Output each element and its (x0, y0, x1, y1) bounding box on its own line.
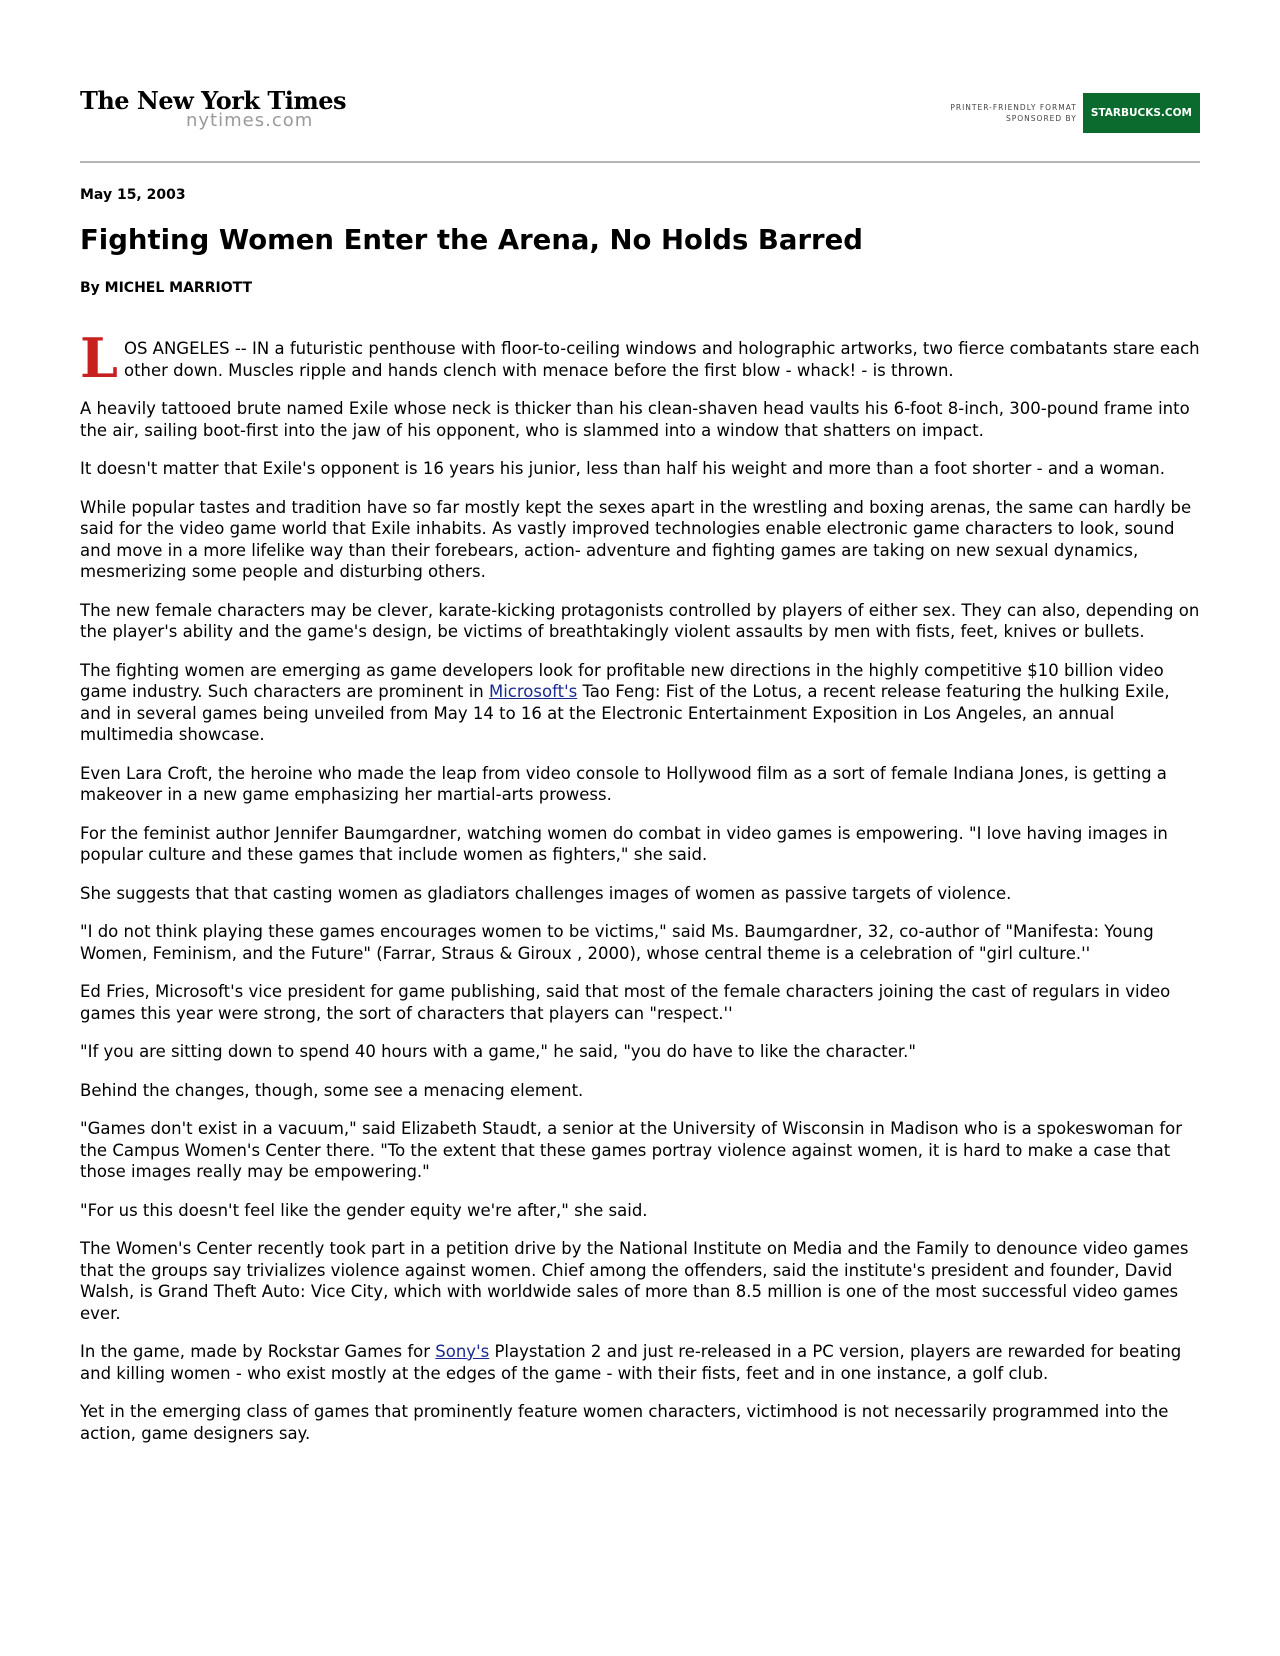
header-divider (80, 161, 1200, 163)
paragraph: "I do not think playing these games encourages women to be victims," said Ms. Baumgardner, 32, co-author of "Manifesta: Young Women, Feminism, and the Future" (Farrar, Straus & Giroux , 2000), whose central theme is a celebration of "girl culture.'' (80, 922, 1154, 963)
paragraph: She suggests that that casting women as gladiators challenges images of women as passive targets of violence. (80, 883, 1012, 903)
paragraph-text: Tao Feng: Fist of the Lotus, a recent release featuring the hulking Exile, and in several games being unveiled from May 14 to 16 at the Electronic Entertainment Exposition in Los Angeles, an annual multimedia showcase. (80, 682, 1170, 744)
paragraph: Behind the changes, though, some see a menacing element. (80, 1080, 584, 1100)
masthead (80, 88, 346, 131)
paragraph-text: OS ANGELES -- IN a futuristic penthouse with floor-to-ceiling windows and holographic artworks, two fierce combatants stare each other down. Muscles ripple and hands clench with menace before the first blow - whack! - is thrown. (123, 339, 1200, 380)
sony-link[interactable]: Sony's (435, 1342, 490, 1361)
article-body (80, 326, 1202, 1461)
nyt-logo[interactable]: The New York Times (80, 86, 346, 115)
paragraph-text: The fighting women are emerging as game developers look for profitable new directions in the highly competitive $10 billion video game industry. Such characters are prominent in (80, 660, 1164, 701)
paragraph: It doesn't matter that Exile's opponent is 16 years his junior, less than half his weight and more than a foot shorter - and a woman. (80, 459, 1165, 478)
paragraph: "Games don't exist in a vacuum," said Elizabeth Staudt, a senior at the University of Wisconsin in Madison who is a spokeswoman for the Campus Women's Center there. "To the extent that these games portray violence against women, it is hard to make a case that those images really may be empowering." (80, 1119, 1183, 1181)
sponsor-text (950, 102, 1077, 124)
paragraph: A heavily tattooed brute named Exile whose neck is thicker than his clean-shaven head vaults his 6-foot 8-inch, 300-pound frame into the air, sailing boot-first into the jaw of his opponent, who is slammed into a window that shatters on impact. (80, 399, 1190, 440)
paragraph: Even Lara Croft, the heroine who made the leap from video console to Hollywood film as a sort of female Indiana Jones, is getting a makeover in a new game emphasizing her martial-arts prowess. (80, 763, 1167, 804)
drop-cap: L (80, 326, 118, 390)
starbucks-sponsor-badge[interactable]: STARBUCKS.COM (1083, 93, 1200, 133)
article-date: May 15, 2003 (80, 187, 186, 203)
paragraph (80, 1341, 1202, 1384)
paragraph: Yet in the emerging class of games that prominently feature women characters, victimhood is not necessarily programmed into the action, game designers say. (80, 1402, 1169, 1443)
paragraph (80, 326, 1202, 390)
paragraph: For the feminist author Jennifer Baumgardner, watching women do combat in video games is empowering. "I love having images in popular culture and these games that include women as fighters," she said. (80, 823, 1168, 864)
paragraph: "If you are sitting down to spend 40 hours with a game," he said, "you do have to like the character." (80, 1042, 917, 1061)
paragraph-text: Playstation 2 and just re-released in a PC version, players are rewarded for beating and killing women - who exist mostly at the edges of the game - with their fists, feet and in one instance, a golf club. (80, 1342, 1182, 1383)
paragraph (80, 660, 1202, 746)
sponsored-by-label: SPONSORED BY (1005, 114, 1077, 123)
paragraph: The new female characters may be clever, karate-kicking protagonists controlled by players of either sex. They can also, depending on the player's ability and the game's design, be victims of breathtakingly violent assaults by men with fists, feet, knives or bullets. (80, 600, 1200, 641)
paragraph: "For us this doesn't feel like the gender equity we're after," she said. (80, 1200, 648, 1220)
article-headline: Fighting Women Enter the Arena, No Holds Barred (80, 224, 863, 256)
article-byline: By MICHEL MARRIOTT (80, 280, 253, 296)
paragraph-text: In the game, made by Rockstar Games for (80, 1342, 436, 1361)
printer-friendly-label: PRINTER-FRIENDLY FORMAT (950, 103, 1077, 112)
paragraph: The Women's Center recently took part in a petition drive by the National Institute on Media and the Family to denounce video games that the groups say trivializes violence against women. Chief among the offenders, said the institute's president and founder, David Walsh, is Grand Theft Auto: Vice City, which with worldwide sales of more than 8.5 million is one of the most successful video games ever. (80, 1239, 1189, 1323)
sponsor-block (950, 93, 1200, 133)
paragraph: Ed Fries, Microsoft's vice president for game publishing, said that most of the female characters joining the cast of regulars in video games this year were strong, the sort of characters that players can "respect.'' (80, 982, 1171, 1023)
paragraph: While popular tastes and tradition have so far mostly kept the sexes apart in the wrestling and boxing arenas, the same can hardly be said for the video game world that Exile inhabits. As vastly improved technologies enable electronic game characters to look, sound and move in a more lifelike way than their forebears, action- adventure and fighting games are taking on new sexual dynamics, mesmerizing some people and disturbing others. (80, 497, 1192, 581)
nyt-domain: nytimes.com (186, 110, 314, 131)
microsoft-link[interactable]: Microsoft's (488, 682, 578, 701)
